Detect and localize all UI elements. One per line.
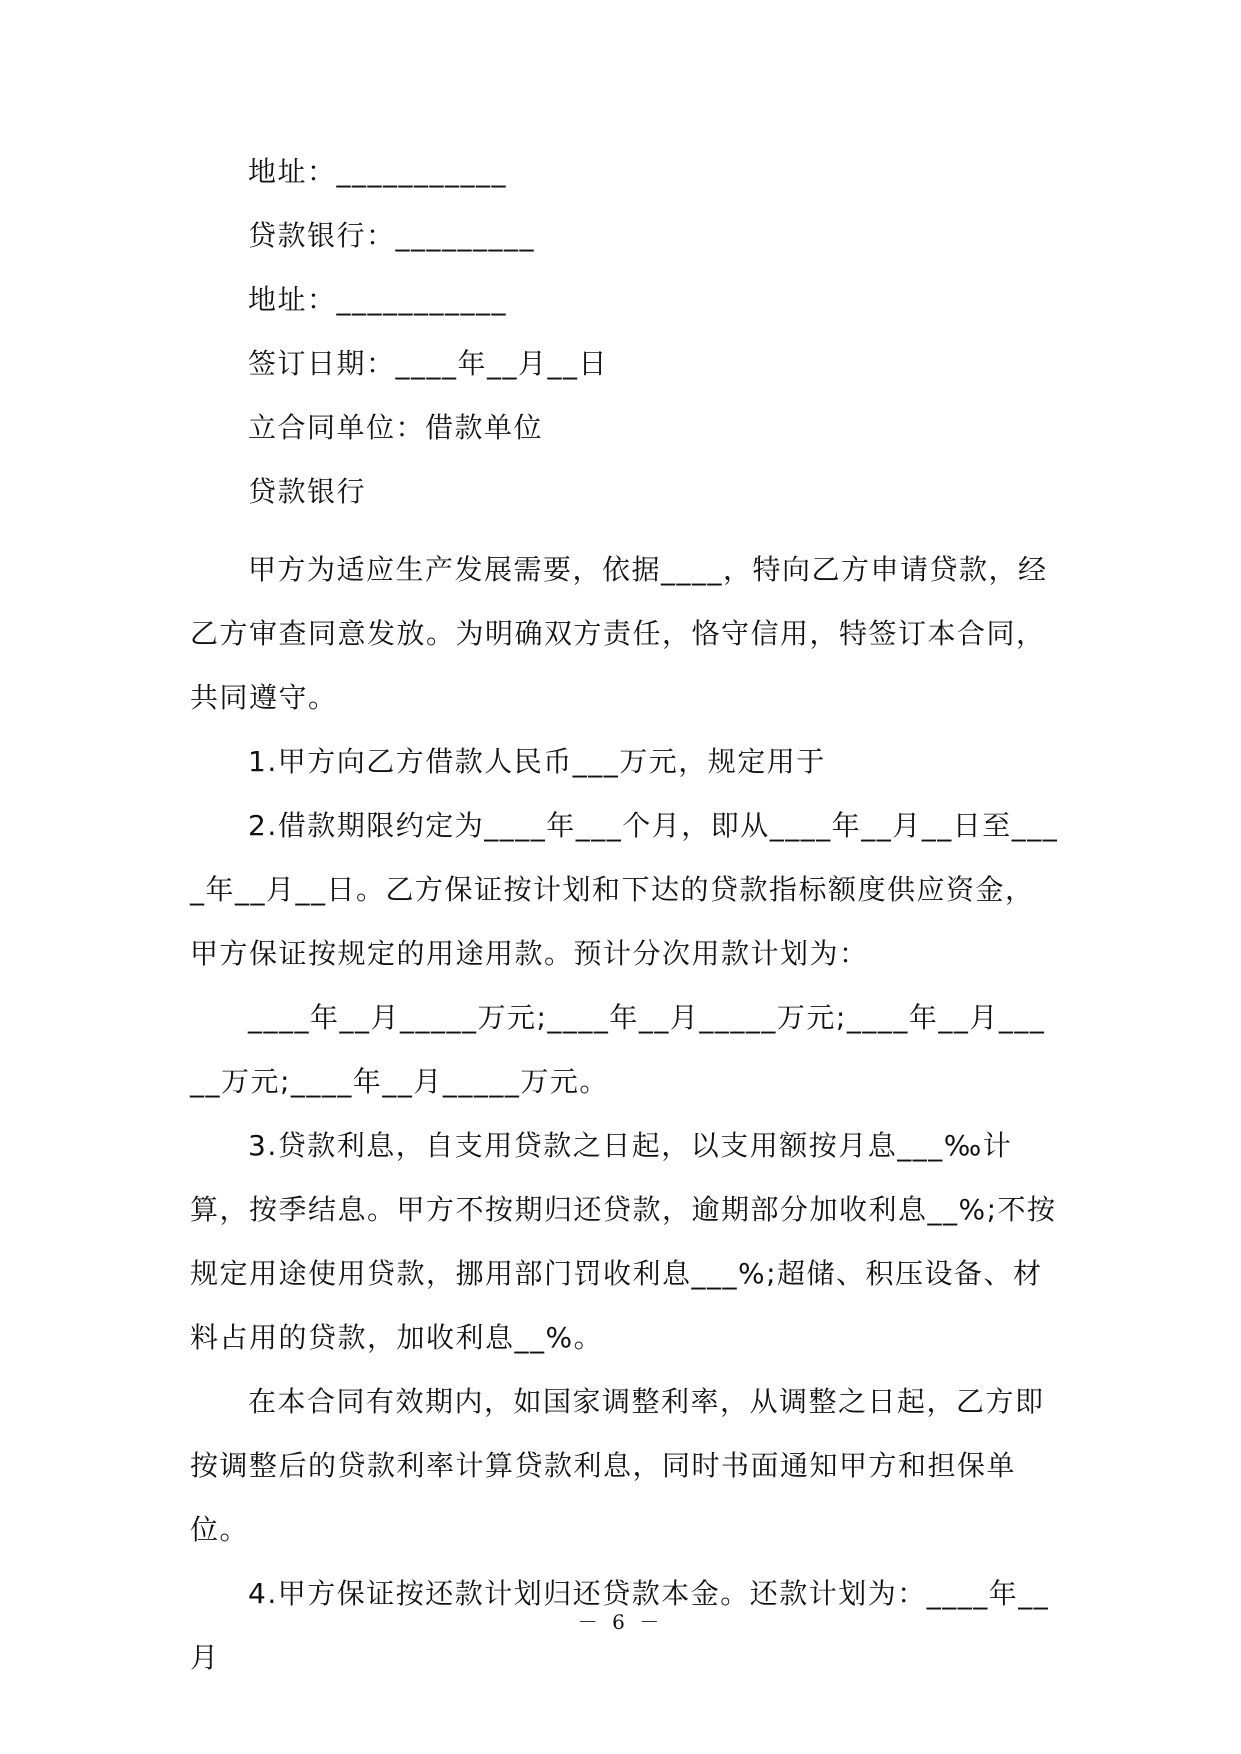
interest-adjustment-paragraph: 在本合同有效期内，如国家调整利率，从调整之日起，乙方即按调整后的贷款利率计算贷款利息，同时书面通知甲方和担保单位。: [190, 1385, 1045, 1546]
contract-parties-line: 立合同单位：借款单位: [248, 411, 544, 444]
document-body: [190, 154, 1060, 1690]
address-line-2: 地址：___________: [248, 283, 508, 316]
address-line-1: 地址：___________: [248, 155, 508, 188]
clause-4-paragraph: 4.甲方保证按还款计划归还贷款本金。还款计划为：____年__月: [190, 1577, 1050, 1674]
lending-bank-label: 贷款银行: [248, 475, 367, 508]
installment-plan-paragraph: ____年__月_____万元;____年__月_____万元;____年__月_____万元;____年__月_____万元。: [190, 1001, 1046, 1098]
clause-3-paragraph: 3.贷款利息，自支用贷款之日起，以支用额按月息___‰计算，按季结息。甲方不按期归还贷款，逾期部分加收利息__%;不按规定用途使用贷款，挪用部门罚收利息___%;超储、积压设备、材料占用的贷款，加收利息__%。: [190, 1129, 1057, 1354]
clause-2-paragraph: 2.借款期限约定为____年___个月，即从____年__月__日至____年__月__日。乙方保证按计划和下达的贷款指标额度供应资金，甲方保证按规定的用途用款。预计分次用款计划为：: [190, 809, 1059, 970]
page-number: － 6 －: [577, 1610, 664, 1634]
preamble-paragraph: 甲方为适应生产发展需要，依据____，特向乙方申请贷款，经乙方审查同意发放。为明确双方责任，恪守信用，特签订本合同，共同遵守。: [190, 553, 1048, 714]
lending-bank-line: 贷款银行：_________: [248, 219, 536, 252]
signing-date-line: 签订日期：____年__月__日: [248, 347, 609, 380]
clause-1-paragraph: 1.甲方向乙方借款人民币___万元，规定用于: [248, 745, 826, 778]
